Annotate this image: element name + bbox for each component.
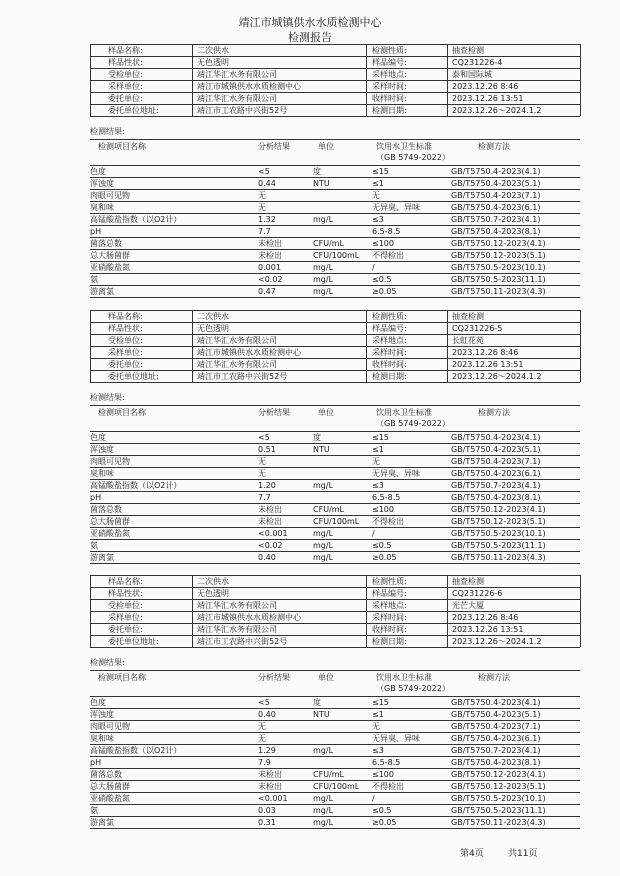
column-header-std-code: （GB 5749-2022） <box>376 419 450 428</box>
label-client-unit: 受检单位: <box>108 70 143 79</box>
value-entrust-addr: 靖江市工农路中兴街52号 <box>197 372 288 381</box>
cell-std: ≤1 <box>372 445 384 454</box>
cell-method: GB/T5750.5-2023(10.1) <box>451 529 546 538</box>
label-name: 样品名称: <box>108 312 143 321</box>
cell-unit: 度 <box>313 698 321 707</box>
info-grid-line <box>90 575 580 576</box>
info-grid-line <box>90 310 580 311</box>
cell-unit: CFU/mL <box>313 239 344 248</box>
info-grid-line <box>447 310 448 382</box>
cell-value: <5 <box>258 167 270 176</box>
label-client-unit: 受检单位: <box>108 601 143 610</box>
cell-item: 臭和味 <box>90 734 114 743</box>
info-grid-line <box>90 382 580 383</box>
label-client-unit: 受检单位: <box>108 336 143 345</box>
info-grid-line <box>580 310 581 382</box>
cell-value: 无 <box>258 457 266 466</box>
cell-method: GB/T5750.12-2023(5.1) <box>451 782 546 791</box>
cell-value: <0.02 <box>258 541 283 550</box>
cell-method: GB/T5750.11-2023(4.3) <box>451 287 546 296</box>
label-code: 样品编号: <box>372 58 407 67</box>
cell-method: GB/T5750.4-2023(6.1) <box>451 734 541 743</box>
cell-unit: NTU <box>313 179 330 188</box>
label-sampling-unit: 采样单位: <box>108 613 143 622</box>
cell-item: 色度 <box>90 698 106 707</box>
cell-value: <5 <box>258 698 270 707</box>
results-heading: 检测结果: <box>90 127 125 136</box>
value-sample-time: 2023.12.26 8:46 <box>452 348 519 357</box>
value-sampling-unit: 靖江市城镇供水水质检测中心 <box>197 613 301 622</box>
cell-value: 0.51 <box>258 445 276 454</box>
cell-item: pH <box>90 758 102 767</box>
column-header-item: 检测项目名称 <box>98 142 146 151</box>
column-header-value: 分析结果 <box>258 673 290 682</box>
results-table-line <box>90 297 580 298</box>
info-grid-line <box>90 44 580 45</box>
cell-std: ≤100 <box>372 239 394 248</box>
cell-unit: 度 <box>313 433 321 442</box>
column-header-std: 饮用水卫生标准 <box>376 142 432 151</box>
cell-std: ≤1 <box>372 179 384 188</box>
cell-value: 未检出 <box>258 782 282 791</box>
cell-method: GB/T5750.12-2023(4.1) <box>451 770 546 779</box>
cell-value: 无 <box>258 469 266 478</box>
cell-std: 无异臭、异味 <box>372 203 420 212</box>
cell-value: 0.44 <box>258 179 276 188</box>
cell-method: GB/T5750.5-2023(10.1) <box>451 263 546 272</box>
value-client-unit: 靖江华汇水务有限公司 <box>197 601 277 610</box>
info-grid-line <box>90 310 91 382</box>
cell-method: GB/T5750.4-2023(5.1) <box>451 710 541 719</box>
cell-value: 0.31 <box>258 818 276 827</box>
info-grid-line <box>192 44 193 116</box>
column-header-value: 分析结果 <box>258 408 290 417</box>
value-entrust-addr: 靖江市工农路中兴街52号 <box>197 637 288 646</box>
cell-value: <0.001 <box>258 529 288 538</box>
cell-value: 1.29 <box>258 746 276 755</box>
results-heading: 检测结果: <box>90 658 125 667</box>
cell-unit: CFU/100mL <box>313 251 360 260</box>
cell-method: GB/T5750.4-2023(4.1) <box>451 698 541 707</box>
cell-item: 总大肠菌群 <box>90 517 130 526</box>
cell-value: 1.32 <box>258 215 276 224</box>
info-grid-line <box>90 334 580 335</box>
label-entrust-addr: 委托单位地址: <box>108 106 159 115</box>
column-header-item: 检测项目名称 <box>98 673 146 682</box>
page-total: 共11页 <box>508 849 538 859</box>
org-title: 靖江市城镇供水水质检测中心 <box>238 16 382 29</box>
value-sampling-unit: 靖江市城镇供水水质检测中心 <box>197 82 301 91</box>
cell-std: ≤15 <box>372 433 389 442</box>
cell-item: 肉眼可见物 <box>90 191 130 200</box>
cell-std: ≤3 <box>372 481 384 490</box>
column-header-item: 检测项目名称 <box>98 408 146 417</box>
label-prop: 样品性状: <box>108 324 143 333</box>
cell-std: ≥0.05 <box>372 818 397 827</box>
label-test-date: 检测日期: <box>372 106 407 115</box>
value-type: 抽查检测 <box>452 577 484 586</box>
cell-value: 无 <box>258 191 266 200</box>
cell-std: ≤0.5 <box>372 275 392 284</box>
cell-std: / <box>372 529 375 538</box>
value-client-unit: 靖江华汇水务有限公司 <box>197 70 277 79</box>
cell-std: 不得检出 <box>372 517 404 526</box>
cell-method: GB/T5750.11-2023(4.3) <box>451 553 546 562</box>
cell-method: GB/T5750.7-2023(4.1) <box>451 215 541 224</box>
cell-item: 总大肠菌群 <box>90 782 130 791</box>
column-header-std: 饮用水卫生标准 <box>376 673 432 682</box>
info-grid-line <box>366 575 367 647</box>
value-code: CQ231226-6 <box>452 589 503 598</box>
cell-std: 无异臭、异味 <box>372 734 420 743</box>
column-header-value: 分析结果 <box>258 142 290 151</box>
cell-item: 浑浊度 <box>90 445 114 454</box>
cell-value: 0.03 <box>258 806 276 815</box>
cell-method: GB/T5750.5-2023(11.1) <box>451 275 546 284</box>
cell-std: ≤15 <box>372 698 389 707</box>
info-grid-line <box>90 44 91 116</box>
cell-value: <5 <box>258 433 270 442</box>
cell-value: 无 <box>258 734 266 743</box>
value-prop: 无色透明 <box>197 324 229 333</box>
cell-method: GB/T5750.12-2023(5.1) <box>451 517 546 526</box>
cell-value: 0.001 <box>258 263 281 272</box>
cell-unit: mg/L <box>313 529 334 538</box>
value-sampling-unit: 靖江市城镇供水水质检测中心 <box>197 348 301 357</box>
cell-item: 肉眼可见物 <box>90 457 130 466</box>
info-grid-line <box>366 44 367 116</box>
label-place: 采样地点: <box>372 601 407 610</box>
cell-item: 色度 <box>90 433 106 442</box>
report-title: 检测报告 <box>288 31 332 44</box>
cell-method: GB/T5750.12-2023(4.1) <box>451 239 546 248</box>
cell-item: 氨 <box>90 806 98 815</box>
cell-item: 亚硝酸盐氮 <box>90 263 130 272</box>
value-entrust-addr: 靖江市工农路中兴街52号 <box>197 106 288 115</box>
cell-item: 总大肠菌群 <box>90 251 130 260</box>
cell-unit: mg/L <box>313 215 334 224</box>
info-grid-line <box>447 44 448 116</box>
info-grid-line <box>90 587 580 588</box>
label-sample-time: 采样时间: <box>372 348 407 357</box>
cell-method: GB/T5750.7-2023(4.1) <box>451 746 541 755</box>
label-code: 样品编号: <box>372 324 407 333</box>
label-type: 检测性质: <box>372 577 407 586</box>
column-header-std: 饮用水卫生标准 <box>376 408 432 417</box>
cell-std: ≤3 <box>372 215 384 224</box>
label-prop: 样品性状: <box>108 58 143 67</box>
value-type: 抽查检测 <box>452 46 484 55</box>
info-grid-line <box>90 116 580 117</box>
cell-item: 臭和味 <box>90 203 114 212</box>
cell-std: 无 <box>372 457 380 466</box>
cell-item: pH <box>90 227 102 236</box>
info-grid-line <box>90 575 91 647</box>
cell-unit: mg/L <box>313 553 334 562</box>
value-type: 抽查检测 <box>452 312 484 321</box>
value-name: 二次供水 <box>197 577 229 586</box>
value-prop: 无色透明 <box>197 589 229 598</box>
value-name: 二次供水 <box>197 312 229 321</box>
label-sampling-unit: 采样单位: <box>108 82 143 91</box>
cell-method: GB/T5750.4-2023(5.1) <box>451 179 541 188</box>
cell-unit: mg/L <box>313 263 334 272</box>
value-code: CQ231226-5 <box>452 324 503 333</box>
label-entrust-addr: 委托单位地址: <box>108 372 159 381</box>
cell-method: GB/T5750.4-2023(6.1) <box>451 469 541 478</box>
value-entrust-unit: 靖江华汇水务有限公司 <box>197 625 277 634</box>
value-place: 泰和国际城 <box>452 70 492 79</box>
cell-unit: mg/L <box>313 287 334 296</box>
value-entrust-unit: 靖江华汇水务有限公司 <box>197 360 277 369</box>
label-test-date: 检测日期: <box>372 372 407 381</box>
cell-method: GB/T5750.4-2023(4.1) <box>451 167 541 176</box>
cell-item: 色度 <box>90 167 106 176</box>
value-receive-time: 2023.12.26 13:51 <box>452 360 524 369</box>
cell-unit: CFU/100mL <box>313 517 360 526</box>
value-client-unit: 靖江华汇水务有限公司 <box>197 336 277 345</box>
cell-item: pH <box>90 493 102 502</box>
cell-method: GB/T5750.11-2023(4.3) <box>451 818 546 827</box>
cell-unit: mg/L <box>313 275 334 284</box>
cell-value: 0.40 <box>258 710 276 719</box>
cell-std: ≤15 <box>372 167 389 176</box>
cell-item: 氨 <box>90 275 98 284</box>
label-entrust-unit: 委托单位: <box>108 625 143 634</box>
cell-value: <0.001 <box>258 794 288 803</box>
cell-std: ≤0.5 <box>372 541 392 550</box>
cell-item: 高锰酸盐指数（以O2计） <box>90 481 182 490</box>
value-receive-time: 2023.12.26 13:51 <box>452 94 524 103</box>
label-sample-time: 采样时间: <box>372 613 407 622</box>
label-prop: 样品性状: <box>108 589 143 598</box>
cell-item: 菌落总数 <box>90 505 122 514</box>
cell-item: 游离氯 <box>90 553 114 562</box>
column-header-method: 检测方法 <box>478 673 510 682</box>
cell-std: ≤3 <box>372 746 384 755</box>
value-receive-time: 2023.12.26 13:51 <box>452 625 524 634</box>
label-type: 检测性质: <box>372 312 407 321</box>
info-grid-line <box>192 310 193 382</box>
page-number: 第4页 <box>460 849 484 859</box>
value-test-date: 2023.12.26～2024.1.2 <box>452 637 542 646</box>
label-place: 采样地点: <box>372 336 407 345</box>
value-test-date: 2023.12.26～2024.1.2 <box>452 106 542 115</box>
info-grid-line <box>90 68 580 69</box>
cell-method: GB/T5750.4-2023(4.1) <box>451 433 541 442</box>
cell-std: 6.5-8.5 <box>372 227 401 236</box>
cell-std: ≤0.5 <box>372 806 392 815</box>
column-header-std-code: （GB 5749-2022） <box>376 153 450 162</box>
cell-std: 6.5-8.5 <box>372 758 401 767</box>
label-sample-time: 采样时间: <box>372 82 407 91</box>
cell-value: 1.20 <box>258 481 276 490</box>
results-table-line <box>90 563 580 564</box>
cell-item: 高锰酸盐指数（以O2计） <box>90 746 182 755</box>
cell-unit: CFU/100mL <box>313 782 360 791</box>
cell-std: 无 <box>372 191 380 200</box>
column-header-unit: 单位 <box>318 142 334 151</box>
results-table-line <box>90 828 580 829</box>
label-entrust-addr: 委托单位地址: <box>108 637 159 646</box>
results-table-line <box>90 139 580 140</box>
cell-method: GB/T5750.4-2023(6.1) <box>451 203 541 212</box>
cell-method: GB/T5750.4-2023(8.1) <box>451 227 541 236</box>
cell-value: 无 <box>258 203 266 212</box>
value-place: 光芒大厦 <box>452 601 484 610</box>
cell-item: 臭和味 <box>90 469 114 478</box>
cell-value: 未检出 <box>258 239 282 248</box>
info-grid-line <box>447 575 448 647</box>
cell-std: ≥0.05 <box>372 287 397 296</box>
cell-value: 0.47 <box>258 287 276 296</box>
label-receive-time: 收样时间: <box>372 625 407 634</box>
label-type: 检测性质: <box>372 46 407 55</box>
label-name: 样品名称: <box>108 577 143 586</box>
label-receive-time: 收样时间: <box>372 94 407 103</box>
cell-value: 0.40 <box>258 553 276 562</box>
cell-unit: mg/L <box>313 806 334 815</box>
cell-method: GB/T5750.4-2023(8.1) <box>451 493 541 502</box>
cell-std: 无 <box>372 722 380 731</box>
cell-method: GB/T5750.4-2023(7.1) <box>451 191 541 200</box>
cell-std: ≥0.05 <box>372 553 397 562</box>
cell-unit: mg/L <box>313 794 334 803</box>
cell-unit: mg/L <box>313 541 334 550</box>
column-header-std-code: （GB 5749-2022） <box>376 684 450 693</box>
info-grid-line <box>90 56 580 57</box>
cell-method: GB/T5750.7-2023(4.1) <box>451 481 541 490</box>
label-name: 样品名称: <box>108 46 143 55</box>
cell-item: 亚硝酸盐氮 <box>90 794 130 803</box>
cell-method: GB/T5750.4-2023(5.1) <box>451 445 541 454</box>
cell-unit: mg/L <box>313 746 334 755</box>
cell-method: GB/T5750.4-2023(7.1) <box>451 457 541 466</box>
value-name: 二次供水 <box>197 46 229 55</box>
results-table-line <box>90 405 580 406</box>
cell-std: ≤1 <box>372 710 384 719</box>
cell-unit: mg/L <box>313 818 334 827</box>
value-code: CQ231226-4 <box>452 58 503 67</box>
info-grid-line <box>90 322 580 323</box>
column-header-method: 检测方法 <box>478 142 510 151</box>
value-test-date: 2023.12.26～2024.1.2 <box>452 372 542 381</box>
cell-value: 7.7 <box>258 493 271 502</box>
cell-std: ≤100 <box>372 505 394 514</box>
cell-unit: 度 <box>313 167 321 176</box>
cell-value: 未检出 <box>258 251 282 260</box>
column-header-unit: 单位 <box>318 408 334 417</box>
value-prop: 无色透明 <box>197 58 229 67</box>
cell-std: 不得检出 <box>372 251 404 260</box>
cell-unit: NTU <box>313 710 330 719</box>
cell-std: 无异臭、异味 <box>372 469 420 478</box>
cell-method: GB/T5750.5-2023(11.1) <box>451 541 546 550</box>
cell-method: GB/T5750.5-2023(10.1) <box>451 794 546 803</box>
cell-unit: mg/L <box>313 481 334 490</box>
info-grid-line <box>90 647 580 648</box>
label-code: 样品编号: <box>372 589 407 598</box>
cell-method: GB/T5750.5-2023(11.1) <box>451 806 546 815</box>
label-entrust-unit: 委托单位: <box>108 360 143 369</box>
cell-unit: CFU/mL <box>313 505 344 514</box>
cell-unit: NTU <box>313 445 330 454</box>
cell-item: 浑浊度 <box>90 710 114 719</box>
cell-value: <0.02 <box>258 275 283 284</box>
cell-unit: CFU/mL <box>313 770 344 779</box>
cell-item: 亚硝酸盐氮 <box>90 529 130 538</box>
value-sample-time: 2023.12.26 8:46 <box>452 82 519 91</box>
label-place: 采样地点: <box>372 70 407 79</box>
cell-std: ≤100 <box>372 770 394 779</box>
cell-value: 未检出 <box>258 770 282 779</box>
label-test-date: 检测日期: <box>372 637 407 646</box>
cell-method: GB/T5750.12-2023(5.1) <box>451 251 546 260</box>
value-place: 长虹花苑 <box>452 336 484 345</box>
cell-item: 肉眼可见物 <box>90 722 130 731</box>
cell-item: 高锰酸盐指数（以O2计） <box>90 215 182 224</box>
cell-value: 无 <box>258 722 266 731</box>
cell-item: 游离氯 <box>90 287 114 296</box>
info-grid-line <box>192 575 193 647</box>
cell-value: 7.9 <box>258 758 271 767</box>
results-heading: 检测结果: <box>90 393 125 402</box>
cell-method: GB/T5750.4-2023(8.1) <box>451 758 541 767</box>
cell-item: 菌落总数 <box>90 770 122 779</box>
cell-value: 未检出 <box>258 517 282 526</box>
cell-item: 浑浊度 <box>90 179 114 188</box>
cell-item: 菌落总数 <box>90 239 122 248</box>
cell-std: 不得检出 <box>372 782 404 791</box>
cell-value: 7.7 <box>258 227 271 236</box>
label-sampling-unit: 采样单位: <box>108 348 143 357</box>
label-receive-time: 收样时间: <box>372 360 407 369</box>
results-table-line <box>90 670 580 671</box>
info-grid-line <box>580 44 581 116</box>
cell-item: 游离氯 <box>90 818 114 827</box>
info-grid-line <box>366 310 367 382</box>
cell-std: / <box>372 794 375 803</box>
cell-value: 未检出 <box>258 505 282 514</box>
label-entrust-unit: 委托单位: <box>108 94 143 103</box>
cell-item: 氨 <box>90 541 98 550</box>
cell-method: GB/T5750.4-2023(7.1) <box>451 722 541 731</box>
cell-std: / <box>372 263 375 272</box>
info-grid-line <box>90 599 580 600</box>
column-header-unit: 单位 <box>318 673 334 682</box>
column-header-method: 检测方法 <box>478 408 510 417</box>
value-sample-time: 2023.12.26 8:46 <box>452 613 519 622</box>
cell-std: 6.5-8.5 <box>372 493 401 502</box>
value-entrust-unit: 靖江华汇水务有限公司 <box>197 94 277 103</box>
cell-method: GB/T5750.12-2023(4.1) <box>451 505 546 514</box>
info-grid-line <box>580 575 581 647</box>
